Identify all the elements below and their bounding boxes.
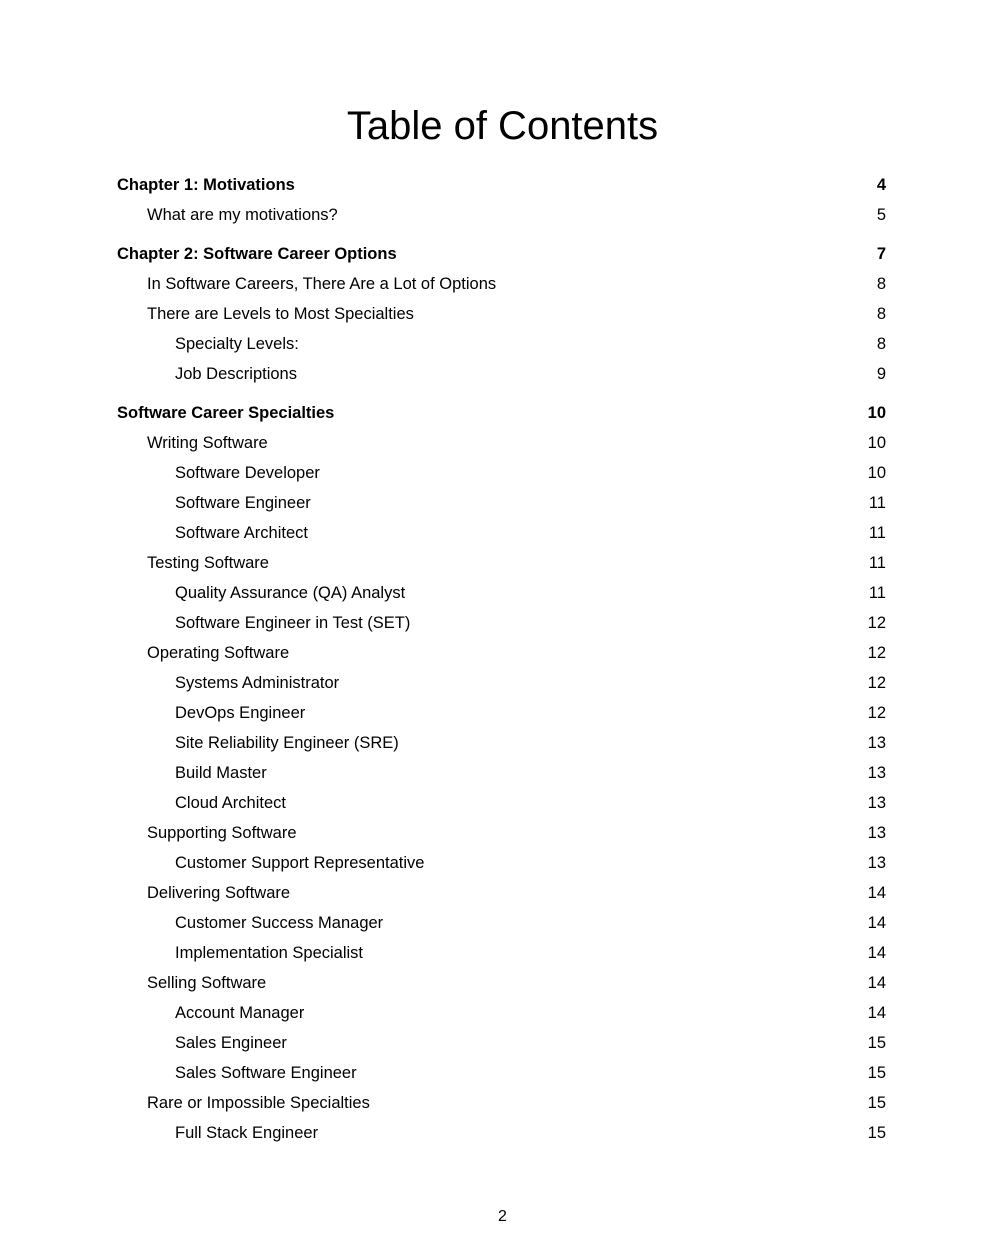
- toc-entry-label[interactable]: Systems Administrator: [175, 674, 340, 692]
- toc-entry-page-number: 10: [867, 404, 886, 422]
- toc-entry[interactable]: [117, 758, 886, 788]
- toc-entry-page-number: 8: [876, 305, 886, 323]
- toc-entry-page-number: 12: [867, 614, 886, 632]
- toc-entry[interactable]: [117, 668, 886, 698]
- toc-entry[interactable]: [117, 908, 886, 938]
- toc-entry-label[interactable]: What are my motivations?: [147, 206, 338, 224]
- toc-entry-page-number: 13: [867, 734, 886, 752]
- toc-entry[interactable]: [117, 698, 886, 728]
- toc-entry-page-number: 12: [867, 704, 886, 722]
- toc-entry[interactable]: [117, 638, 886, 668]
- toc-entry-label[interactable]: Operating Software: [147, 644, 290, 662]
- toc-entry[interactable]: [117, 848, 886, 878]
- toc-entry[interactable]: [117, 1118, 886, 1148]
- toc-entry-page-number: 8: [876, 275, 886, 293]
- toc-entry-label[interactable]: There are Levels to Most Specialties: [147, 305, 414, 323]
- footer-page-number: 2: [498, 1208, 507, 1225]
- toc-entry-label[interactable]: Software Architect: [175, 524, 308, 542]
- toc-entry[interactable]: [117, 488, 886, 518]
- toc-entry-page-number: 15: [867, 1034, 886, 1052]
- toc-entry-page-number: 12: [867, 674, 886, 692]
- toc-entry[interactable]: [117, 428, 886, 458]
- toc-entry-page-number: 14: [867, 944, 886, 962]
- toc-entry-page-number: 14: [867, 914, 886, 932]
- toc-entry[interactable]: [117, 269, 886, 299]
- toc-entry-label[interactable]: Software Engineer: [175, 494, 311, 512]
- toc-entry[interactable]: [117, 1088, 886, 1118]
- table-of-contents: [117, 170, 886, 1148]
- toc-entry-label[interactable]: Sales Engineer: [175, 1034, 287, 1052]
- toc-entry-label[interactable]: Account Manager: [175, 1004, 305, 1022]
- toc-entry[interactable]: [117, 818, 886, 848]
- toc-entry[interactable]: [117, 299, 886, 329]
- page-title: Table of Contents: [346, 104, 659, 148]
- toc-entry-page-number: 4: [876, 176, 886, 194]
- toc-entry-page-number: 13: [867, 854, 886, 872]
- toc-entry-label[interactable]: In Software Careers, There Are a Lot of Options: [147, 275, 497, 293]
- toc-entry-page-number: 7: [876, 245, 886, 263]
- toc-entry-page-number: 10: [867, 464, 886, 482]
- toc-entry-page-number: 8: [876, 335, 886, 353]
- toc-entry[interactable]: [117, 359, 886, 389]
- toc-entry-page-number: 11: [868, 494, 886, 512]
- toc-entry-label[interactable]: Rare or Impossible Specialties: [147, 1094, 370, 1112]
- toc-entry[interactable]: [117, 239, 886, 269]
- toc-entry-label[interactable]: DevOps Engineer: [175, 704, 306, 722]
- toc-entry-page-number: 10: [867, 434, 886, 452]
- toc-entry-label[interactable]: Testing Software: [147, 554, 269, 572]
- toc-entry-label[interactable]: Software Engineer in Test (SET): [175, 614, 411, 632]
- toc-entry-label[interactable]: Chapter 2: Software Career Options: [117, 245, 397, 263]
- toc-entry[interactable]: [117, 968, 886, 998]
- toc-entry[interactable]: [117, 878, 886, 908]
- toc-entry[interactable]: [117, 728, 886, 758]
- toc-entry-label[interactable]: Job Descriptions: [175, 365, 297, 383]
- toc-entry-page-number: 13: [867, 824, 886, 842]
- toc-entry-label[interactable]: Software Career Specialties: [117, 404, 335, 422]
- toc-entry-label[interactable]: Supporting Software: [147, 824, 297, 842]
- toc-entry-label[interactable]: Sales Software Engineer: [175, 1064, 357, 1082]
- toc-entry-page-number: 14: [867, 884, 886, 902]
- toc-entry-page-number: 5: [876, 206, 886, 224]
- toc-entry-label[interactable]: Delivering Software: [147, 884, 291, 902]
- toc-entry-page-number: 15: [867, 1094, 886, 1112]
- toc-entry-page-number: 11: [868, 554, 886, 572]
- toc-entry-page-number: 9: [876, 365, 886, 383]
- toc-entry-label[interactable]: Customer Support Representative: [175, 854, 425, 872]
- toc-entry[interactable]: [117, 1028, 886, 1058]
- toc-entry[interactable]: [117, 329, 886, 359]
- toc-entry[interactable]: [117, 788, 886, 818]
- toc-entry[interactable]: [117, 548, 886, 578]
- toc-entry[interactable]: [117, 200, 886, 230]
- toc-entry-label[interactable]: Quality Assurance (QA) Analyst: [175, 584, 406, 602]
- toc-entry-page-number: 11: [868, 524, 886, 542]
- toc-entry-label[interactable]: Customer Success Manager: [175, 914, 384, 932]
- toc-entry-page-number: 15: [867, 1124, 886, 1142]
- toc-entry-page-number: 14: [867, 1004, 886, 1022]
- toc-entry-page-number: 14: [867, 974, 886, 992]
- toc-entry-label[interactable]: Specialty Levels:: [175, 335, 299, 353]
- toc-entry-page-number: 12: [867, 644, 886, 662]
- toc-entry[interactable]: [117, 998, 886, 1028]
- toc-entry[interactable]: [117, 518, 886, 548]
- toc-entry-label[interactable]: Software Developer: [175, 464, 320, 482]
- toc-entry[interactable]: [117, 578, 886, 608]
- toc-entry[interactable]: [117, 458, 886, 488]
- toc-entry-page-number: 13: [867, 764, 886, 782]
- toc-entry-label[interactable]: Writing Software: [147, 434, 268, 452]
- toc-entry-label[interactable]: Selling Software: [147, 974, 267, 992]
- toc-entry[interactable]: [117, 1058, 886, 1088]
- toc-entry-label[interactable]: Cloud Architect: [175, 794, 286, 812]
- toc-entry[interactable]: [117, 938, 886, 968]
- toc-entry-page-number: 13: [867, 794, 886, 812]
- toc-entry-label[interactable]: Implementation Specialist: [175, 944, 364, 962]
- toc-entry-page-number: 11: [868, 584, 886, 602]
- toc-entry-label[interactable]: Full Stack Engineer: [175, 1124, 319, 1142]
- toc-entry-label[interactable]: Build Master: [175, 764, 267, 782]
- toc-entry[interactable]: [117, 608, 886, 638]
- toc-entry-label[interactable]: Site Reliability Engineer (SRE): [175, 734, 399, 752]
- toc-entry-label[interactable]: Chapter 1: Motivations: [117, 176, 295, 194]
- toc-entry[interactable]: [117, 398, 886, 428]
- toc-entry-page-number: 15: [867, 1064, 886, 1082]
- toc-entry[interactable]: [117, 170, 886, 200]
